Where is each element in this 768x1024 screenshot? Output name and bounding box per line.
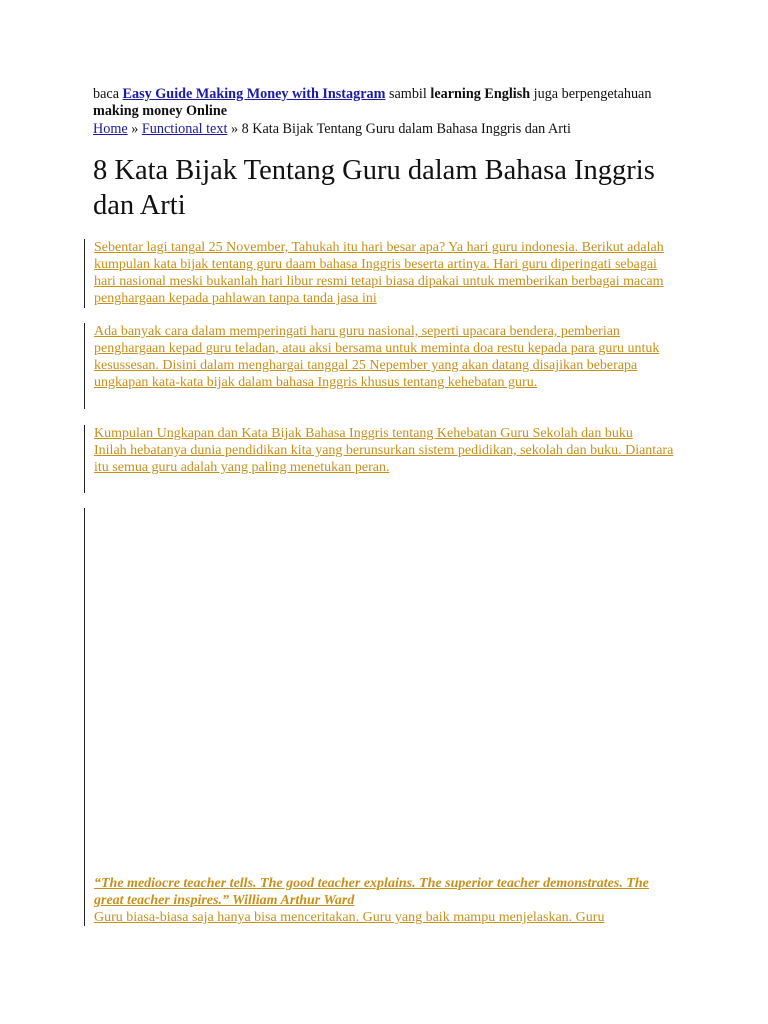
paragraph-text: Inilah hebatanya dunia pendidikan kita yang berunsurkan sistem pedidikan, sekolah dan buku. Diantara itu semua guru adalah yang paling menetukan peran. [94, 443, 674, 475]
paragraph-block-1 [84, 239, 674, 308]
intro-bold-money: making money Online [93, 103, 228, 119]
intro-mid2: juga berpengetahuan [533, 86, 652, 102]
quote-block [84, 508, 674, 926]
quote-translation: Guru biasa-biasa saja hanya bisa menceritakan. Guru yang baik mampu menjelaskan. Guru [94, 910, 605, 925]
intro-prefix: baca [93, 86, 119, 102]
paragraph-block-3 [84, 425, 674, 493]
intro-line [93, 86, 653, 120]
paragraph-text: Sebentar lagi tangal 25 November, Tahukah itu hari besar apa? Ya hari guru indonesia. Berikut adalah kumpulan kata bijak tentang guru daam bahasa Inggris beserta artinya. Hari guru diperingati sebagai hari nasional meski bukanlah hari libur resmi tetapi biasa dipakai untuk memberikan berbagai macam penghargaan kepada pahlawan tanpa tanda jasa ini [94, 240, 664, 306]
breadcrumb-separator: » [131, 121, 139, 137]
breadcrumb-section-link[interactable]: Functional text [141, 121, 228, 137]
section-heading-text: Kumpulan Ungkapan dan Kata Bijak Bahasa Inggris tentang Kehebatan Guru Sekolah dan buku [94, 426, 633, 441]
instagram-guide-link[interactable]: Easy Guide Making Money with Instagram [122, 86, 386, 102]
paragraph-text: Ada banyak cara dalam memperingati haru guru nasional, seperti upacara bendera, pemberian penghargaan kepad guru teladan, atau aksi bersama untuk meminta doa restu kepada para guru untuk kesussesan. Disini dalam menghargai tanggal 25 Nepember yang akan datang disajikan beberapa ungkapan kata-kata bijak dalam bahasa Inggris khusus tentang kehebatan guru. [94, 324, 660, 390]
intro-bold-learning: learning English [430, 86, 531, 102]
intro-mid: sambil [388, 86, 427, 102]
breadcrumb-current: 8 Kata Bijak Tentang Guru dalam Bahasa Inggris dan Arti [241, 121, 571, 137]
breadcrumb-separator: » [230, 121, 239, 137]
paragraph-block-2 [84, 323, 674, 409]
breadcrumb [93, 121, 693, 138]
page-title: 8 Kata Bijak Tentang Guru dalam Bahasa Inggris dan Arti [93, 155, 655, 221]
quote-text: “The mediocre teacher tells. The good teacher explains. The superior teacher demonstrates. The great teacher inspires.” William Arthur Ward [94, 876, 649, 908]
breadcrumb-home-link[interactable]: Home [93, 121, 128, 137]
quote-content [94, 875, 669, 926]
